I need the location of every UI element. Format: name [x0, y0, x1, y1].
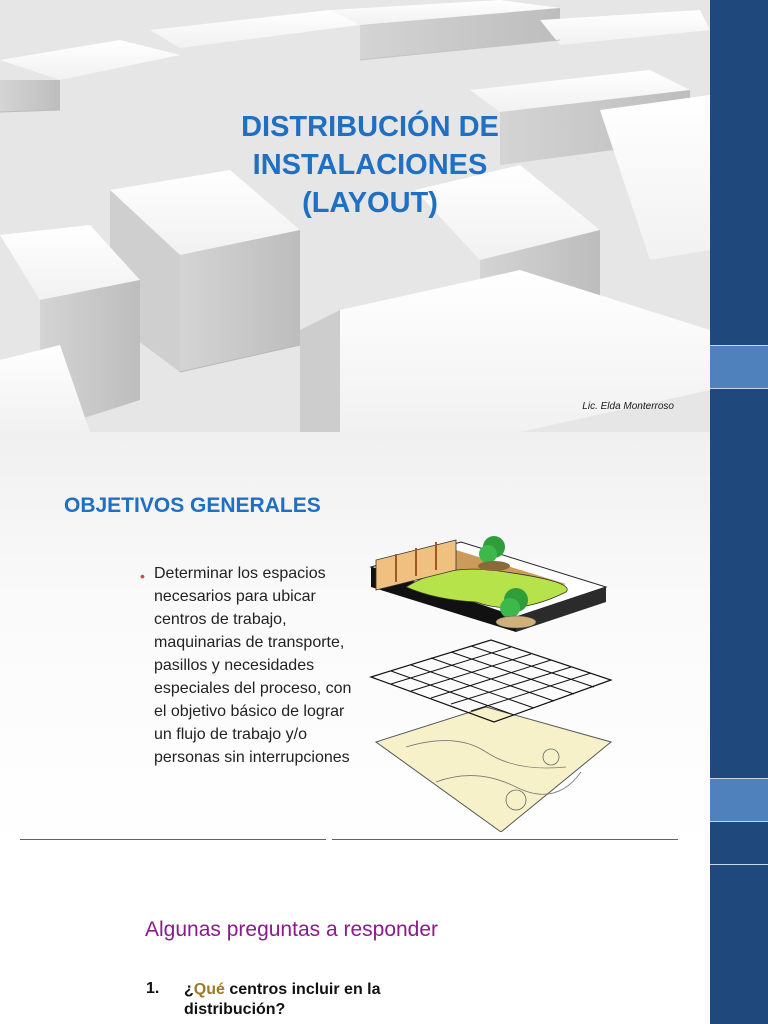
sidebar-divider — [710, 388, 768, 389]
title-line-1: DISTRIBUCIÓN DE — [241, 111, 499, 143]
questions-slide — [0, 850, 710, 1024]
questions-heading: Algunas preguntas a responder — [145, 918, 439, 941]
title-slide — [0, 0, 710, 432]
question-rest: centros incluir en la distribución? — [184, 981, 381, 1018]
question-accent-word: Qué — [193, 981, 225, 998]
question-prefix: ¿ — [184, 981, 194, 998]
sidebar-divider — [710, 864, 768, 865]
slide-title — [120, 108, 620, 222]
divider-line-left — [20, 839, 326, 840]
sidebar-divider — [710, 821, 768, 822]
bullet-marker: • — [140, 568, 145, 584]
question-number: 1. — [146, 980, 160, 997]
sidebar-accent-block — [710, 346, 768, 388]
title-line-2: INSTALACIONES — [252, 149, 488, 181]
author-credit: Lic. Elda Monterroso — [582, 401, 674, 412]
sidebar-accent-block — [710, 779, 768, 821]
objectives-heading: OBJETIVOS GENERALES — [64, 494, 321, 517]
question-text — [184, 980, 414, 1020]
objective-bullet-text: Determinar los espacios necesarios para ubicar centros de trabajo, maquinarias de transporte, pasillos y necesidades especiales del proceso, con el objetivo básico de lograr un flujo de trabajo y/o personas sin interrupciones — [154, 565, 352, 766]
divider-line-right — [332, 839, 678, 840]
slide-sidebar-bar — [710, 0, 768, 1024]
floor-plan-layers-illustration — [366, 532, 616, 832]
objectives-slide — [0, 432, 710, 850]
title-line-3: (LAYOUT) — [302, 187, 438, 219]
